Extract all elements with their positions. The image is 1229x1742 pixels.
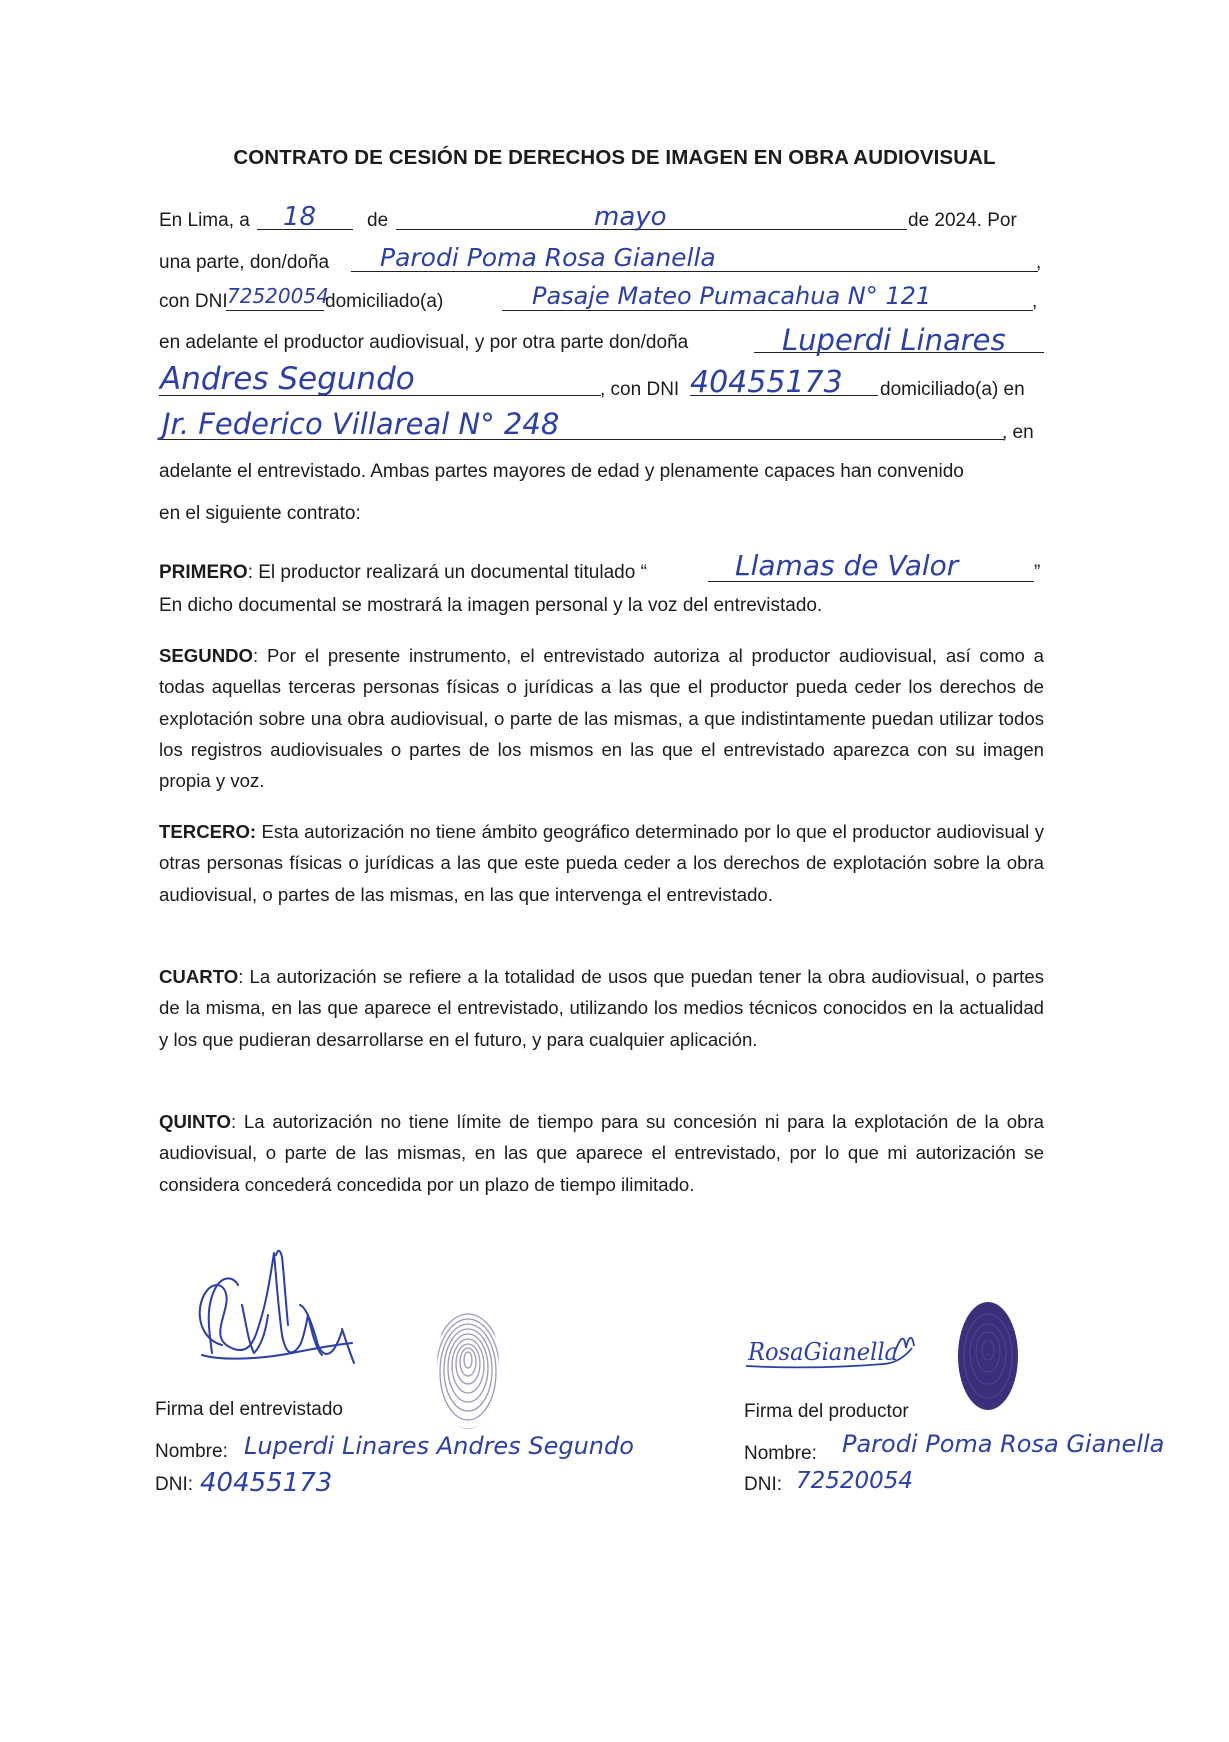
- clause-tercero-label: TERCERO:: [159, 821, 257, 842]
- intro-en-lima: En Lima, a: [159, 210, 250, 231]
- clause-cuarto-text: : La autorización se refiere a la totalidad de usos que puedan tener la obra audiovisual, o partes de la misma, en las que aparece el entrevistado, utilizando los medios técnicos conocidos en la actualidad y los que pudieran desarrollarse en el futuro, y para cualquier aplicación.: [159, 966, 1044, 1050]
- handwritten-interviewee-dni: 40455173: [690, 365, 843, 400]
- intro-con-dni-2: , con DNI: [600, 379, 680, 400]
- intro-en-adelante-productor: en adelante el productor audiovisual, y por otra parte don/doña: [159, 332, 689, 353]
- clause-quinto: [159, 1106, 1044, 1200]
- producer-address-blank: [502, 310, 1033, 311]
- interviewee-signature-label: Firma del entrevistado: [155, 1399, 343, 1420]
- clause-primero-text: : El productor realizará un documental titulado “: [247, 562, 647, 583]
- intro-con-dni: con DNI: [159, 291, 228, 312]
- intro-comma: ,: [1036, 252, 1042, 273]
- handwritten-documentary-title: Llamas de Valor: [735, 549, 959, 582]
- producer-signature: [744, 1318, 924, 1378]
- clause-primero-label: PRIMERO: [159, 562, 248, 583]
- intro-siguiente-contrato: en el siguiente contrato:: [159, 503, 361, 524]
- producer-fingerprint-icon: [955, 1300, 1021, 1412]
- clause-primero-line: [159, 561, 647, 585]
- intro-una-parte: una parte, don/doña: [159, 252, 330, 273]
- handwritten-interviewee-address: Jr. Federico Villareal N° 248: [162, 407, 560, 441]
- producer-signature-text: RosaGianella: [747, 1338, 898, 1366]
- handwritten-sig-producer-dni: 72520054: [796, 1468, 914, 1494]
- producer-nombre-label: Nombre:: [744, 1443, 817, 1464]
- clause-quinto-text: : La autorización no tiene límite de tiempo para su concesión ni para la explotación de la obra audiovisual, o parte de las mismas, en las que aparece el entrevistado, por lo que mi autorización se considera concederá concedida por un plazo de tiempo ilimitado.: [159, 1111, 1044, 1195]
- handwritten-producer-name: Parodi Poma Rosa Gianella: [380, 243, 716, 272]
- handwritten-day: 18: [283, 202, 317, 232]
- clause-segundo-label: SEGUNDO: [159, 645, 254, 666]
- intro-adelante-entrevistado: adelante el entrevistado. Ambas partes mayores de edad y plenamente capaces han convenido: [159, 461, 964, 482]
- clause-primero-text-2: En dicho documental se mostrará la imagen personal y la voz del entrevistado.: [159, 595, 823, 616]
- handwritten-producer-dni: 72520054: [227, 284, 329, 308]
- interviewee-fingerprint-icon: [433, 1300, 503, 1432]
- intro-domiciliado: domiciliado(a): [325, 291, 444, 312]
- clause-segundo: [159, 640, 1044, 796]
- intro-en: , en: [1002, 422, 1034, 443]
- producer-dni-blank: [226, 310, 324, 311]
- interviewee-signature: [182, 1245, 372, 1385]
- handwritten-interviewee-name-2: Andres Segundo: [160, 361, 415, 397]
- interviewee-nombre-label: Nombre:: [155, 1441, 228, 1462]
- clause-cuarto: [159, 961, 1044, 1055]
- clause-tercero-text: Esta autorización no tiene ámbito geográfico determinado por lo que el productor audiovisual y otras personas físicas o jurídicas a las que este pueda ceder a los derechos de explotación sobre la obra audiovisual, o partes de las mismas, en las que intervenga el entrevistado.: [159, 821, 1044, 905]
- handwritten-interviewee-name-1: Luperdi Linares: [782, 323, 1006, 357]
- intro-domiciliado-en: domiciliado(a) en: [880, 379, 1025, 400]
- clause-tercero: [159, 816, 1044, 910]
- clause-quinto-label: QUINTO: [159, 1111, 231, 1132]
- handwritten-producer-address: Pasaje Mateo Pumacahua N° 121: [532, 282, 932, 310]
- clause-primero-quote-end: ”: [1034, 562, 1041, 583]
- handwritten-month: mayo: [594, 202, 667, 232]
- handwritten-sig-interviewee-name: Luperdi Linares Andres Segundo: [244, 1432, 634, 1460]
- clause-cuarto-label: CUARTO: [159, 966, 239, 987]
- intro-de: de: [367, 210, 389, 231]
- interviewee-dni-label: DNI:: [155, 1474, 193, 1495]
- intro-comma-2: ,: [1032, 291, 1038, 312]
- handwritten-sig-interviewee-dni: 40455173: [200, 1468, 333, 1498]
- clause-segundo-text: : Por el presente instrumento, el entrevistado autoriza al productor audiovisual, así como a todas aquellas terceras personas físicas o jurídicas a las que el productor pueda ceder los derechos de explotación sobre una obra audiovisual, o parte de las mismas, a que indistintamente puedan utilizar todos los registros audiovisuales o partes de los mismos en las que el entrevistado aparezca con su imagen propia y voz.: [159, 645, 1044, 792]
- intro-de-2024: de 2024. Por: [908, 210, 1017, 231]
- producer-signature-label: Firma del productor: [744, 1401, 909, 1422]
- handwritten-sig-producer-name: Parodi Poma Rosa Gianella: [842, 1430, 1165, 1458]
- producer-dni-label: DNI:: [744, 1474, 782, 1495]
- document-title: CONTRATO DE CESIÓN DE DERECHOS DE IMAGEN EN OBRA AUDIOVISUAL: [233, 146, 996, 169]
